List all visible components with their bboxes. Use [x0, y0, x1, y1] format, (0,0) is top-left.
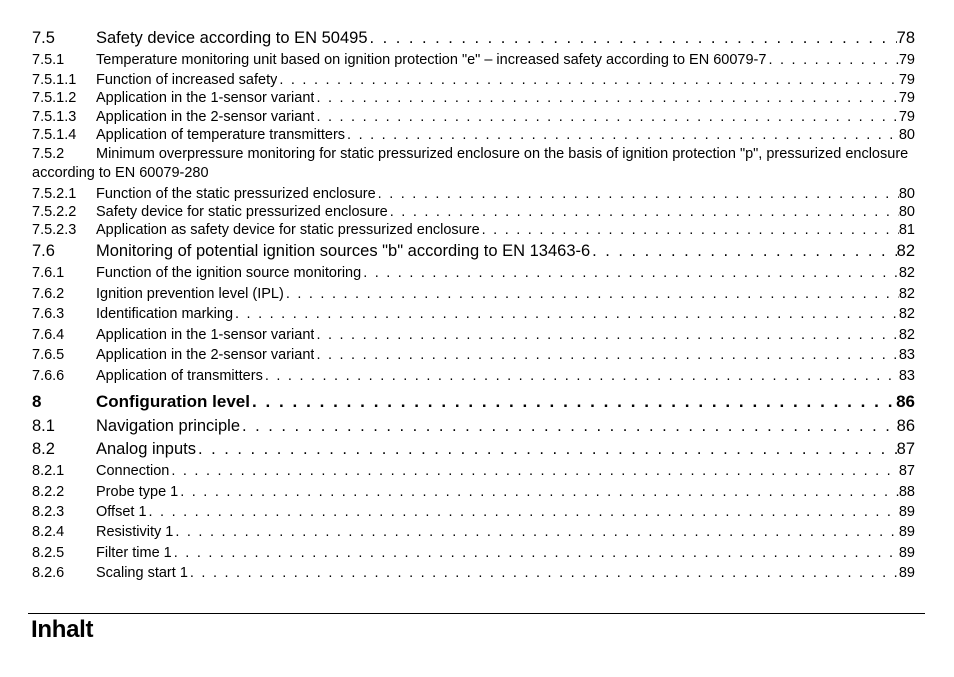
toc-entry-8-2-1[interactable] — [32, 463, 915, 479]
dot-leader — [169, 463, 899, 479]
toc-title: Function of the static pressurized enclosure — [96, 186, 376, 202]
toc-page: 89 — [898, 524, 915, 540]
toc-page: 86 — [896, 392, 915, 411]
toc-entry-7-6-1[interactable] — [32, 265, 915, 281]
toc-title: Application in the 2-sensor variant — [96, 109, 315, 125]
toc-entry-8[interactable] — [32, 392, 915, 412]
toc-number: 7.6.2 — [32, 286, 65, 302]
dot-leader — [233, 306, 899, 322]
dot-leader — [188, 565, 899, 581]
dot-leader — [314, 327, 898, 343]
toc-title: Identification marking — [96, 306, 234, 322]
toc-page: 83 — [898, 347, 915, 363]
toc-number: 8.2.4 — [32, 524, 65, 540]
toc-title: Application as safety device for static pressurized enclosure — [96, 222, 480, 238]
toc-entry-7-6-4[interactable] — [32, 327, 915, 343]
toc-number: 7.6.3 — [32, 306, 65, 322]
toc-title: Safety device according to EN 50495 — [96, 29, 368, 47]
toc-number: 8.1 — [32, 417, 55, 435]
dot-leader — [314, 347, 898, 363]
toc-number: 7.5.1 — [32, 52, 65, 68]
dot-leader — [766, 52, 898, 68]
toc-page: 87 — [898, 463, 915, 479]
toc-number: 7.6 — [32, 242, 55, 260]
toc-number: 7.5.2 — [32, 146, 65, 162]
toc-number: 7.5.1.4 — [32, 127, 77, 143]
toc-title: Scaling start 1 — [96, 565, 188, 581]
dot-leader — [314, 109, 898, 125]
dot-leader — [250, 392, 896, 412]
toc-page: 83 — [898, 368, 915, 384]
toc-entry-7-5[interactable] — [32, 29, 915, 48]
toc-entry-8-2-2[interactable] — [32, 484, 915, 500]
toc-entry-7-5-1[interactable] — [32, 52, 915, 68]
toc-page: 86 — [896, 417, 915, 435]
toc-entry-7-5-2-1[interactable] — [32, 186, 915, 202]
toc-page: 80 — [898, 186, 915, 202]
toc-title: Navigation principle — [96, 417, 240, 435]
toc-title: Offset 1 — [96, 504, 147, 520]
toc-title: Application of temperature transmitters — [96, 127, 346, 143]
toc-title: Temperature monitoring unit based on ignition protection "e" – increased safety according to EN 60079-7 — [96, 52, 767, 68]
toc-number: 7.5 — [32, 29, 55, 47]
toc-page: 82 — [898, 306, 915, 322]
footer-divider — [28, 613, 925, 614]
toc-entry-7-5-1-2[interactable] — [32, 90, 915, 106]
toc-title: Minimum overpressure monitoring for static pressurized enclosure on the basis of ignition protection "p", pressurized enclosure according to EN 60079-280 — [32, 146, 909, 181]
dot-leader — [147, 504, 899, 520]
toc-entry-7-5-1-3[interactable] — [32, 109, 915, 125]
toc-entry-7-6[interactable] — [32, 242, 915, 261]
toc-title: Connection — [96, 463, 170, 479]
toc-number: 7.5.2.1 — [32, 186, 77, 202]
toc-entry-7-5-2-2[interactable] — [32, 204, 915, 220]
toc-page: 87 — [896, 440, 915, 458]
dot-leader — [172, 545, 899, 561]
dot-leader — [240, 417, 897, 436]
toc-entry-8-2-5[interactable] — [32, 545, 915, 561]
toc-title: Function of increased safety — [96, 72, 278, 88]
toc-title: Application in the 1-sensor variant — [96, 327, 315, 343]
toc-number: 8.2.3 — [32, 504, 65, 520]
toc-entry-8-2-6[interactable] — [32, 565, 915, 581]
toc-number: 7.6.6 — [32, 368, 65, 384]
toc-entry-8-2[interactable] — [32, 440, 915, 459]
toc-number: 7.5.2.2 — [32, 204, 77, 220]
toc-number: 7.6.1 — [32, 265, 65, 281]
toc-title: Resistivity 1 — [96, 524, 174, 540]
toc-number: 7.6.5 — [32, 347, 65, 363]
toc-number: 7.6.4 — [32, 327, 65, 343]
toc-page: 79 — [898, 90, 915, 106]
toc-number: 8.2.2 — [32, 484, 65, 500]
toc-title: Probe type 1 — [96, 484, 179, 500]
toc-page: 89 — [898, 565, 915, 581]
toc-title: Application in the 2-sensor variant — [96, 347, 315, 363]
toc-page: 79 — [898, 72, 915, 88]
dot-leader — [284, 286, 899, 302]
toc-entry-7-6-5[interactable] — [32, 347, 915, 363]
toc-entry-7-5-1-1[interactable] — [32, 72, 915, 88]
toc-title: Configuration level — [96, 392, 250, 411]
toc-page: 79 — [898, 52, 915, 68]
toc-page: 89 — [898, 504, 915, 520]
toc-title: Ignition prevention level (IPL) — [96, 286, 284, 302]
dot-leader — [368, 29, 897, 48]
toc-entry-8-1[interactable] — [32, 417, 915, 436]
dot-leader — [178, 484, 899, 500]
toc-number: 7.5.1.3 — [32, 109, 77, 125]
dot-leader — [361, 265, 899, 281]
toc-number: 8.2.1 — [32, 463, 65, 479]
toc-entry-7-6-3[interactable] — [32, 306, 915, 322]
toc-number: 7.5.1.1 — [32, 72, 77, 88]
dot-leader — [376, 186, 899, 202]
dot-leader — [263, 368, 899, 384]
dot-leader — [388, 204, 899, 220]
toc-page: 88 — [898, 484, 915, 500]
toc-page: 89 — [898, 545, 915, 561]
toc-page: 82 — [896, 242, 915, 260]
toc-page: 79 — [898, 109, 915, 125]
toc-entry-7-5-2[interactable] — [32, 145, 915, 183]
dot-leader — [314, 90, 898, 106]
toc-title: Function of the ignition source monitoring — [96, 265, 362, 281]
toc-number: 7.5.1.2 — [32, 90, 77, 106]
toc-number: 8.2.6 — [32, 565, 65, 581]
toc-page: 80 — [898, 204, 915, 220]
toc-title: Application in the 1-sensor variant — [96, 90, 315, 106]
dot-leader — [173, 524, 899, 540]
toc-page: 78 — [896, 29, 915, 47]
toc-number: 8.2.5 — [32, 545, 65, 561]
toc-entry-7-5-2-3[interactable] — [32, 222, 915, 238]
toc-title: Filter time 1 — [96, 545, 172, 561]
dot-leader — [277, 72, 899, 88]
toc-page: 82 — [898, 265, 915, 281]
toc-number: 7.5.2.3 — [32, 222, 77, 238]
toc-number: 8.2 — [32, 440, 55, 458]
toc-page: 82 — [898, 327, 915, 343]
toc-entry-7-5-1-4[interactable] — [32, 127, 915, 143]
toc-title: Application of transmitters — [96, 368, 263, 384]
toc-title: Monitoring of potential ignition sources "b" according to EN 13463-6 — [96, 242, 591, 260]
toc-entry-7-6-6[interactable] — [32, 368, 915, 384]
toc-number: 8 — [32, 392, 42, 411]
toc-page: 82 — [898, 286, 915, 302]
toc-entry-8-2-4[interactable] — [32, 524, 915, 540]
toc-entry-8-2-3[interactable] — [32, 504, 915, 520]
dot-leader — [590, 242, 896, 261]
toc-page: 81 — [898, 222, 915, 238]
dot-leader — [196, 440, 897, 459]
toc-title: Analog inputs — [96, 440, 196, 458]
toc-entry-7-6-2[interactable] — [32, 286, 915, 302]
dot-leader — [480, 222, 899, 238]
dot-leader — [345, 127, 899, 143]
toc-page: 80 — [898, 127, 915, 143]
footer-title: Inhalt — [31, 616, 94, 643]
toc-title: Safety device for static pressurized enclosure — [96, 204, 388, 220]
